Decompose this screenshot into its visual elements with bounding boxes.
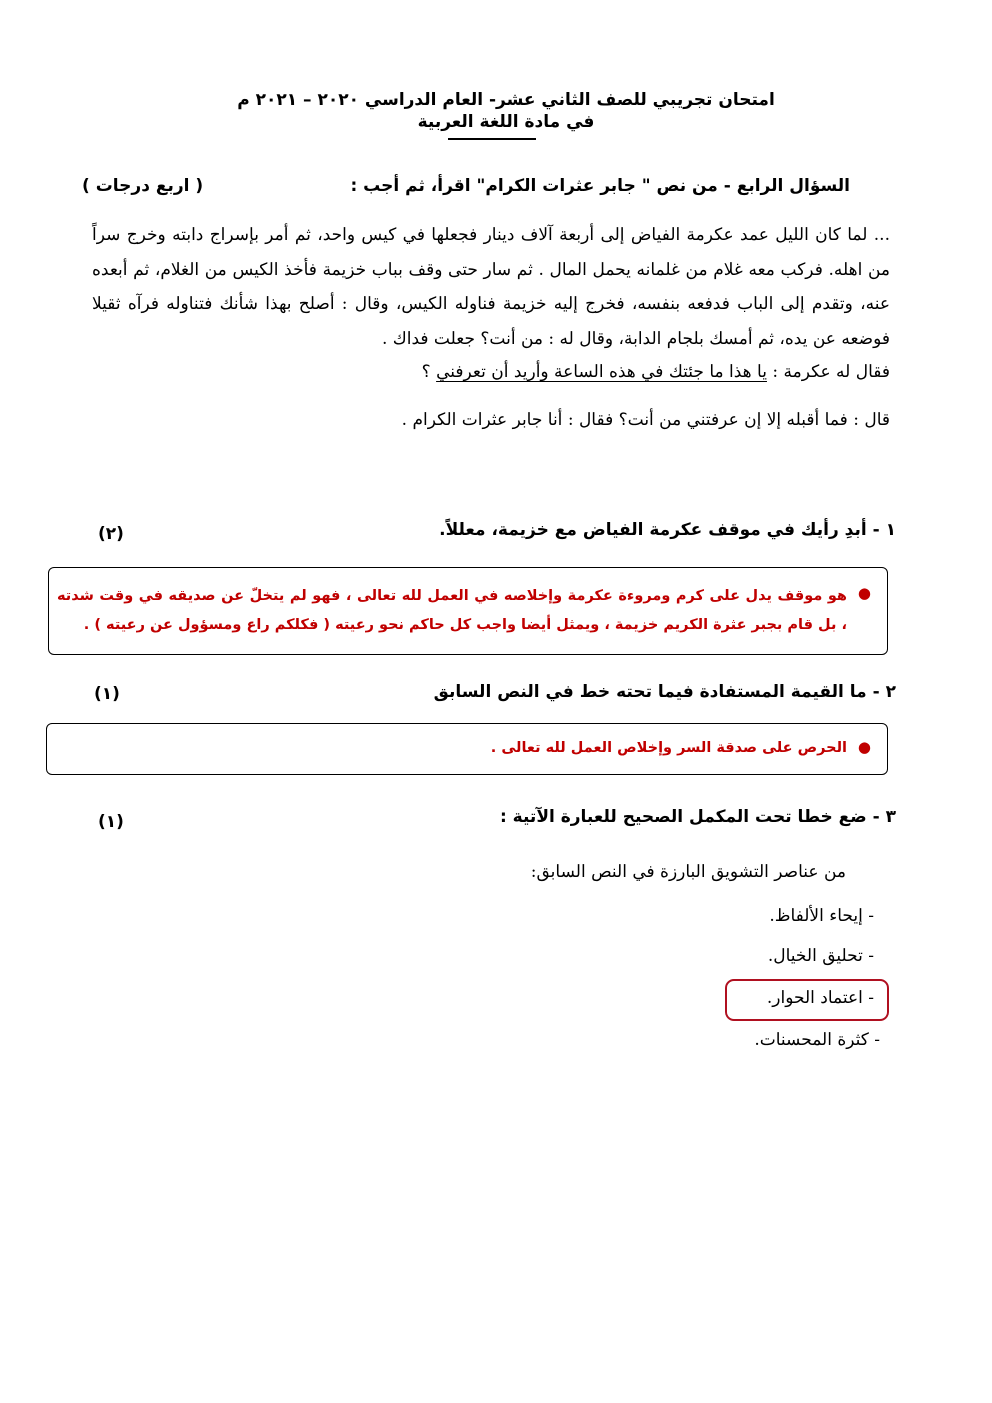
exam-subject: في مادة اللغة العربية xyxy=(417,112,595,132)
question-title: السؤال الرابع - من نص " جابر عثرات الكرام" اقرأ، ثم أجب : xyxy=(350,176,850,196)
dialogue-tail: ؟ xyxy=(421,362,437,382)
underlined-phrase: يا هذا ما جئتك في هذه الساعة وأريد أن تعرفني xyxy=(436,362,767,382)
item-2-question: ٢ - ما القيمة المستفادة فيما تحته خط في النص السابق xyxy=(433,682,896,702)
question-marks: ( اربع درجات ) xyxy=(82,176,204,196)
option-2[interactable]: - تحليق الخيال. xyxy=(767,946,874,966)
exam-title: امتحان تجريبي للصف الثاني عشر- العام الدراسي ٢٠٢٠ – ٢٠٢١ م xyxy=(237,90,775,110)
item-3-stem: من عناصر التشويق البارزة في النص السابق: xyxy=(530,862,846,882)
bullet-icon: ● xyxy=(857,584,871,602)
item-2-marks: (١) xyxy=(94,684,120,704)
item-1-answer: هو موقف يدل على كرم ومروءة عكرمة وإخلاصه في العمل لله تعالى ، فهو لم يتخلّ عن صديقه في وقت شدته ، بل قام بجبر عثرة الكريم خزيمة ، ويمثل أيضا واجب كل حاكم نحو رعيته ( فكلكم راع ومسؤول عن رعيته ) . xyxy=(57,588,847,633)
header-underline xyxy=(448,138,536,140)
option-1[interactable]: - إيحاء الألفاظ. xyxy=(769,906,874,926)
item-3-marks: (١) xyxy=(98,812,124,832)
bullet-icon: ● xyxy=(857,738,871,756)
option-4[interactable]: - كثرة المحسنات. xyxy=(754,1030,880,1050)
item-3-question: ٣ - ضع خطا تحت المكمل الصحيح للعبارة الآتية : xyxy=(499,807,896,827)
option-3[interactable]: - اعتماد الحوار. xyxy=(766,988,874,1008)
item-2-answer-box xyxy=(46,723,888,775)
item-1-answer-box xyxy=(48,567,888,655)
item-1-question: ١ - أبدِ رأيك في موقف عكرمة الفياض مع خزيمة، معللاً. xyxy=(439,520,896,540)
item-2-answer: الحرص على صدقة السر وإخلاص العمل لله تعالى . xyxy=(490,740,847,756)
dialogue-lead: فقال له عكرمة : xyxy=(766,362,890,382)
closing-line: قال : فما أقبله إلا إن عرفتني من أنت؟ فقال : أنا جابر عثرات الكرام . xyxy=(401,410,890,430)
reading-passage: ... لما كان الليل عمد عكرمة الفياض إلى أربعة آلاف دينار فجعلها في كيس واحد، ثم أمر بإسراج دابته وخرج سراً من اهله. فركب معه غلام من غلمانه يحمل المال . ثم سار حتى وقف بباب خزيمة فأخذ الكيس من الغلام، ثم أبعده عنه، وتقدم إلى الباب فدفعه بنفسه، فخرج إليه خزيمة فناوله الكيس، وقال : أصلح بهذا شأنك فتناوله فرآه ثقيلا فوضعه عن يده، ثم أمسك بلجام الدابة، وقال له : من أنت؟ جعلت فداك . xyxy=(92,225,890,349)
dialogue-line xyxy=(422,362,890,382)
item-1-marks: (٢) xyxy=(98,524,124,544)
